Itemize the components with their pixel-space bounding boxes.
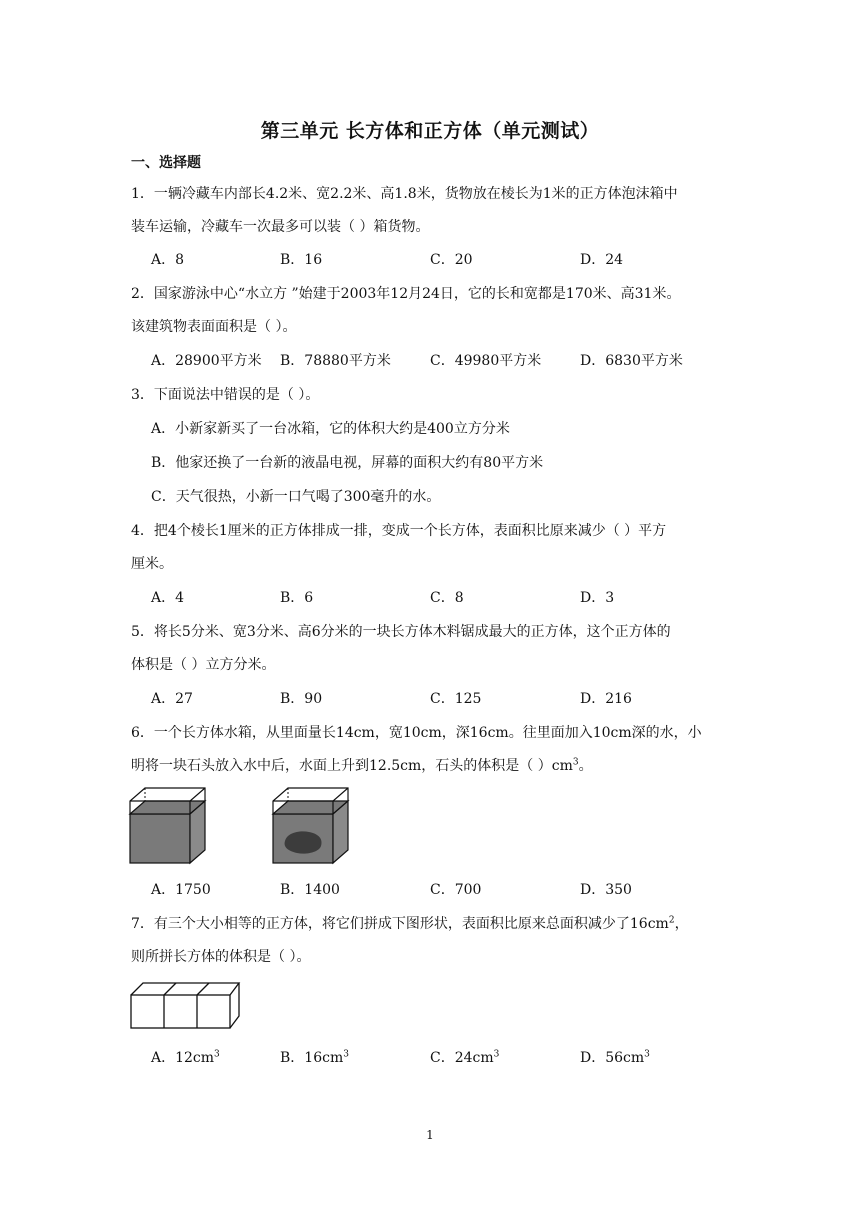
question-7-option-a-exponent: 3 [214,1049,220,1060]
question-6-unit-exponent: 3 [572,757,579,768]
question-3-line-1: 3．下面说法中错误的是（ ）。 [131,387,320,403]
question-7-option-b-exponent: 3 [343,1049,349,1060]
question-4-option-c: C．8 [430,590,464,606]
question-5-option-d: D．216 [580,691,632,707]
question-2-option-d: D．6830平方米 [580,353,683,369]
question-3-option-a: A．小新家新买了一台冰箱，它的体积大约是400立方分米 [151,421,510,437]
question-7-option-c [430,1047,499,1067]
question-5-option-b: B．90 [280,691,323,707]
question-5-option-a: A．27 [151,691,193,707]
question-7-option-a-text: A．12cm [151,1050,215,1066]
question-1-option-a: A．8 [151,252,185,268]
tank-with-stone-figure [271,784,351,866]
question-7-option-a [151,1047,220,1067]
page-number: 1 [426,1128,434,1142]
question-4-option-b: B．6 [280,590,314,606]
question-6-line-2-end: 。 [578,758,593,774]
question-4-option-a: A．4 [151,590,185,606]
question-6-line-2 [131,755,593,775]
question-3-option-b: B．他家还换了一台新的液晶电视，屏幕的面积大约有80平方米 [151,455,544,471]
question-2-option-c: C．49980平方米 [430,353,542,369]
question-7-option-d [580,1047,650,1067]
question-4-line-2: 厘米。 [131,556,173,572]
question-2-option-a: A．28900平方米 [151,353,262,369]
question-6-line-2-text: 明将一块石头放入水中后，水面上升到12.5cm，石头的体积是（ ）cm [131,758,573,774]
question-7-unit-exponent: 2 [668,915,675,926]
question-2-option-b: B．78880平方米 [280,353,391,369]
question-6-option-a: A．1750 [151,882,211,898]
question-1-option-d: D．24 [580,252,624,268]
question-7-line-2: 则所拼长方体的体积是（ ）。 [131,949,311,965]
question-7-option-b [280,1047,349,1067]
question-7-option-b-text: B．16cm [280,1050,344,1066]
question-6-option-b: B．1400 [280,882,340,898]
question-6-line-1: 6．一个长方体水箱，从里面量长14cm，宽10cm，深16cm。往里面加入10cm深的水，小 [131,725,702,741]
question-7-line-1-end: ， [674,916,689,932]
question-6-option-c: C．700 [430,882,482,898]
question-7-option-c-text: C．24cm [430,1050,494,1066]
question-5-option-c: C．125 [430,691,482,707]
question-6-option-d: D．350 [580,882,632,898]
question-5-line-1: 5．将长5分米、宽3分米、高6分米的一块长方体木料锯成最大的正方体，这个正方体的 [131,624,671,640]
question-7-option-d-text: D．56cm [580,1050,645,1066]
question-4-line-1: 4．把4个棱长1厘米的正方体排成一排，变成一个长方体，表面积比原来减少（ ）平方 [131,523,667,539]
question-7-option-c-exponent: 3 [493,1049,500,1060]
section-heading: 一、选择题 [131,155,201,171]
page-title: 第三单元 长方体和正方体（单元测试） [260,120,600,142]
question-7-option-d-exponent: 3 [644,1049,650,1060]
three-cubes-figure [128,980,243,1032]
question-1-option-c: C．20 [430,252,473,268]
question-7-line-1-text: 7．有三个大小相等的正方体，将它们拼成下图形状，表面积比原来总面积减少了16cm [131,916,669,932]
question-7-line-1 [131,913,689,933]
question-1-line-1: 1．一辆冷藏车内部长4.2米、宽2.2米、高1.8米，货物放在棱长为1米的正方体泡沫箱中 [131,186,678,202]
question-1-option-b: B．16 [280,252,323,268]
question-2-line-1: 2．国家游泳中心“水立方 ”始建于2003年12月24日，它的长和宽都是170米、高31米。 [131,286,681,302]
question-3-option-c: C．天气很热，小新一口气喝了300毫升的水。 [151,489,441,505]
question-1-line-2: 装车运输，冷藏车一次最多可以装（ ）箱货物。 [131,219,430,235]
question-5-line-2: 体积是（ ）立方分米。 [131,657,276,673]
tank-before-figure [128,784,208,866]
question-4-option-d: D．3 [580,590,615,606]
question-2-line-2: 该建筑物表面面积是（ ）。 [131,319,297,335]
